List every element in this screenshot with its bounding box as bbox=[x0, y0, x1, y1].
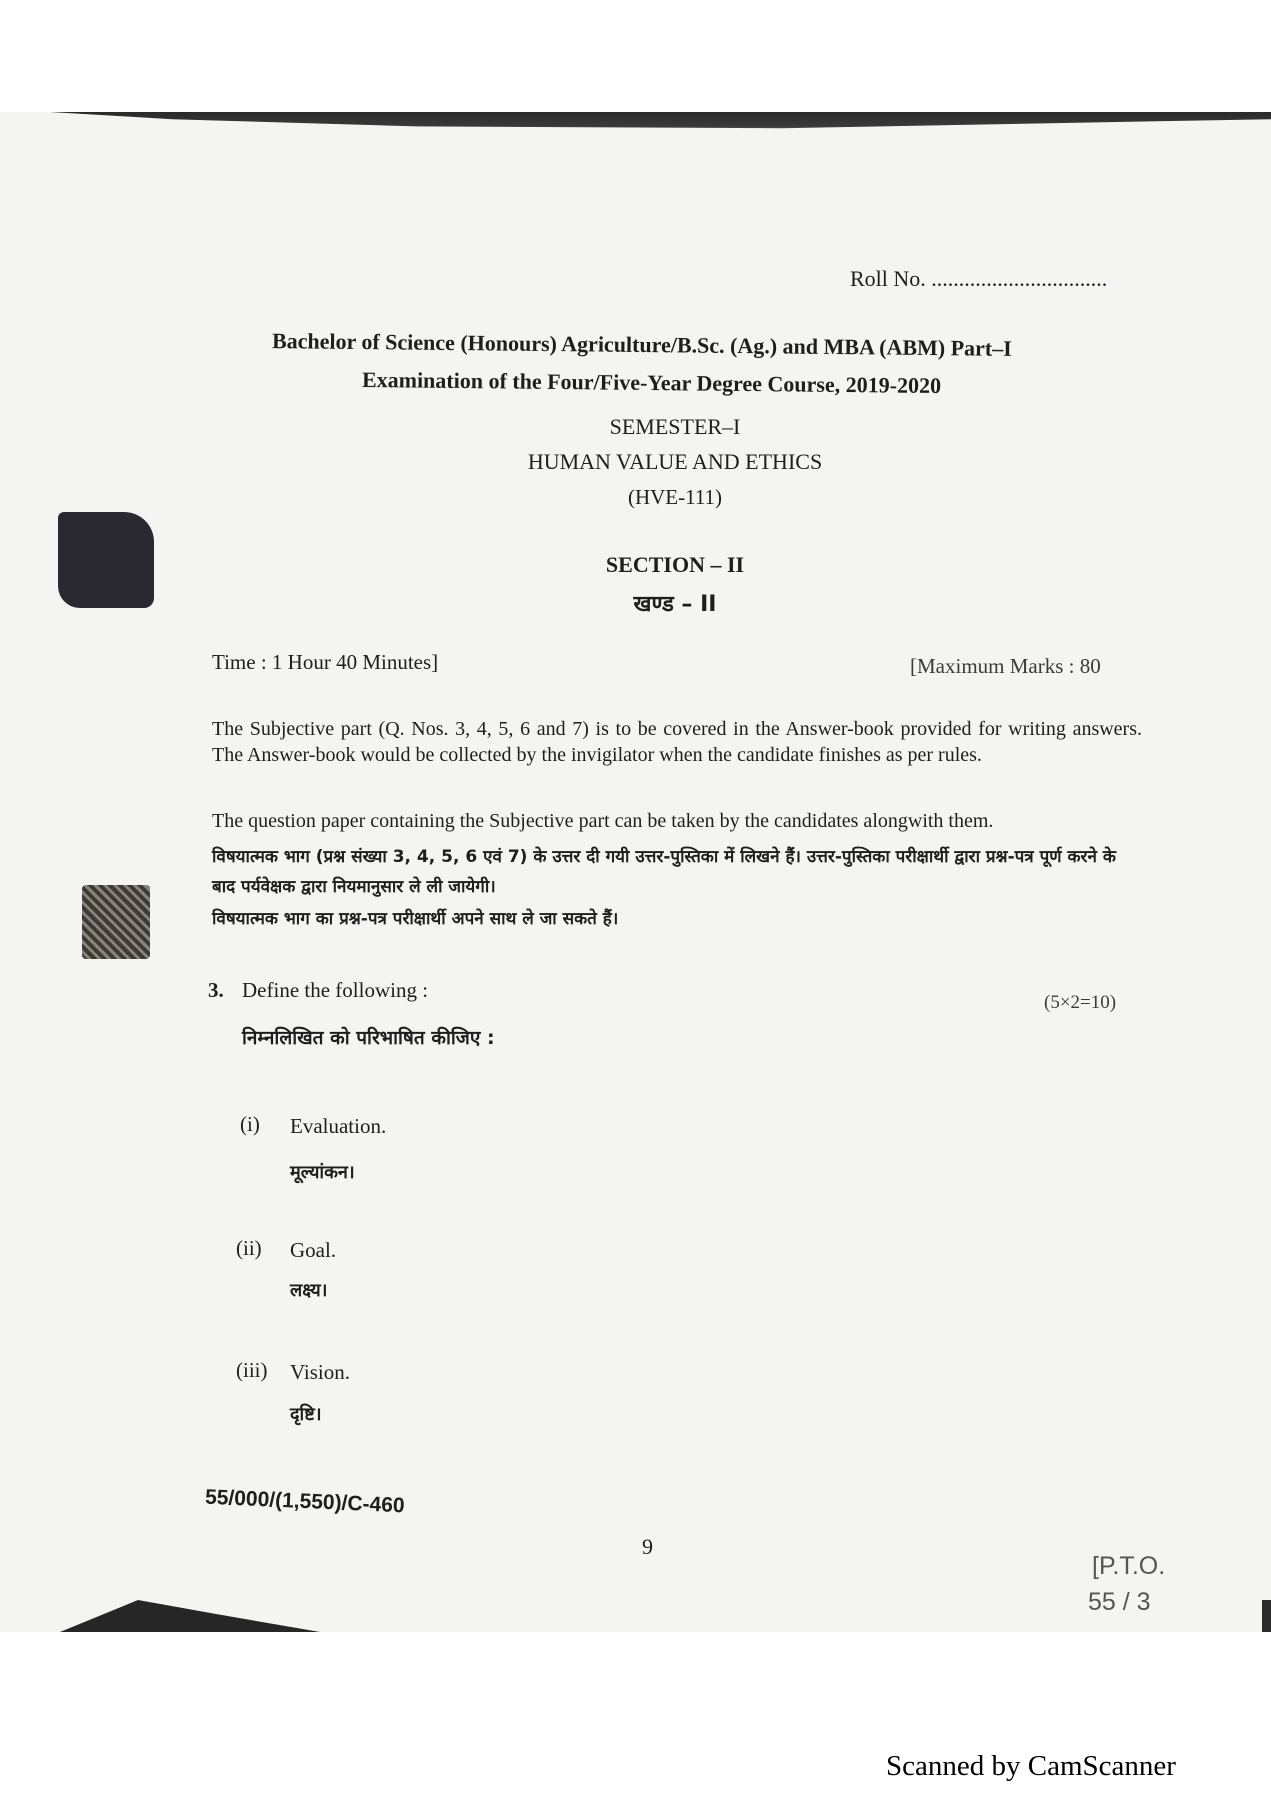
question-text: Define the following : bbox=[242, 978, 429, 1002]
time-allowed: Time : 1 Hour 40 Minutes] bbox=[212, 650, 439, 674]
subject-code: (HVE-111) bbox=[627, 485, 723, 509]
item-number: (ii) bbox=[236, 1236, 262, 1260]
punch-hole-lower bbox=[82, 885, 150, 959]
question-number: 3. bbox=[208, 978, 224, 1002]
item-number: (i) bbox=[240, 1112, 260, 1136]
subject-title: HUMAN VALUE AND ETHICS bbox=[527, 449, 823, 474]
roll-number-field: Roll No. ................................ bbox=[850, 266, 1108, 291]
exam-title-line1: Bachelor of Science (Honours) Agriculture/B.Sc. (Ag.) and MBA (ABM) Part–I bbox=[271, 328, 1012, 361]
instruction-english-2: The question paper containing the Subjective part can be taken by the candidates alongwith them. bbox=[212, 810, 994, 832]
question-text-hindi: निम्नलिखित को परिभाषित कीजिए : bbox=[242, 1027, 495, 1049]
exam-title-line2: Examination of the Four/Five-Year Degree Course, 2019-2020 bbox=[361, 366, 942, 399]
item-term: Evaluation. bbox=[290, 1114, 387, 1138]
please-turn-over: [P.T.O. bbox=[1092, 1552, 1166, 1580]
maximum-marks: [Maximum Marks : 80 bbox=[910, 654, 1101, 678]
instruction-hindi-2: विषयात्मक भाग का प्रश्न-पत्र परीक्षार्थी अपने साथ ले जा सकते हैं। bbox=[212, 909, 619, 929]
instruction-english-1: The Subjective part (Q. Nos. 3, 4, 5, 6 and 7) is to be covered in the Answer-book provided for writing answers. The Answer-book would be collected by the invigilator when the candidate finishes as per rules. bbox=[212, 718, 1142, 766]
section-heading-hindi: खण्ड – II bbox=[633, 592, 717, 617]
semester-label: SEMESTER–I bbox=[609, 414, 741, 439]
question-marks: (5×2=10) bbox=[1044, 992, 1117, 1013]
item-term-hindi: लक्ष्य। bbox=[290, 1280, 328, 1301]
item-term-hindi: दृष्टि। bbox=[290, 1404, 322, 1425]
item-term-hindi: मूल्यांकन। bbox=[290, 1162, 355, 1183]
page-number: 9 bbox=[642, 1534, 653, 1559]
section-heading: SECTION – II bbox=[605, 552, 745, 577]
item-number: (iii) bbox=[236, 1358, 268, 1382]
item-term: Goal. bbox=[290, 1238, 337, 1262]
scan-edge-right bbox=[1262, 1600, 1271, 1632]
paper-print-code: 55/000/(1,550)/C-460 bbox=[204, 1485, 406, 1518]
instruction-hindi-1: विषयात्मक भाग (प्रश्न संख्या 3, 4, 5, 6 एवं 7) के उत्तर दी गयी उत्तर-पुस्तिका में लिखने हैं। उत्तर-पुस्तिका परीक्षार्थी द्वारा प्रश्न-पत्र पूर्ण करने के बाद पर्यवेक्षक द्वारा नियमानुसार ले ली जायेगी। bbox=[212, 847, 1116, 897]
item-term: Vision. bbox=[290, 1360, 350, 1384]
scanner-watermark: Scanned by CamScanner bbox=[886, 1750, 1176, 1782]
paper-serial: 55 / 3 bbox=[1088, 1588, 1151, 1616]
